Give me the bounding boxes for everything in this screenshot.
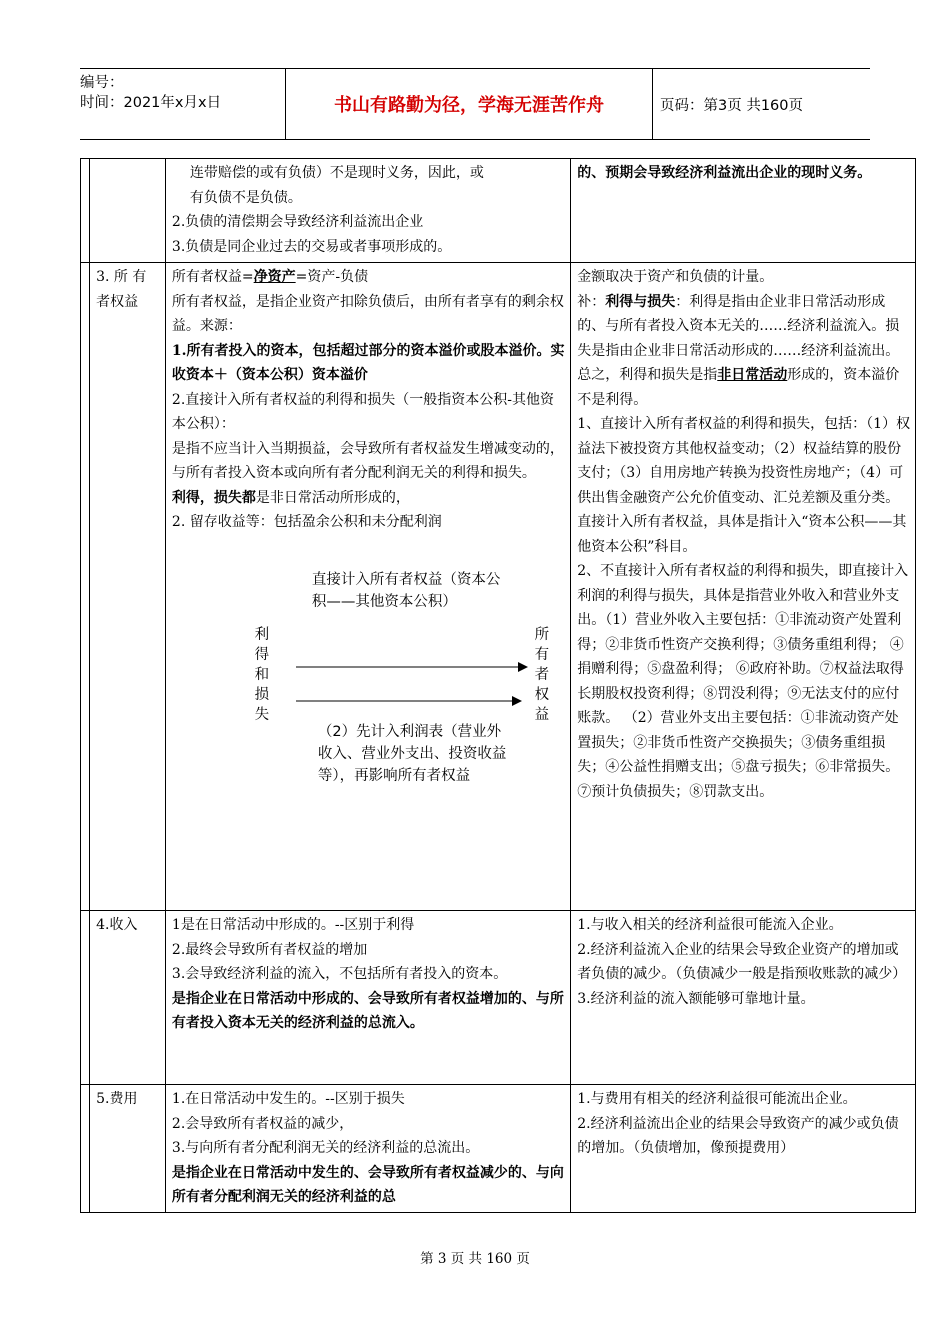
diagram-box-income: （2）先计入利润表（营业外收入、营业外支出、投资收益等），再影响所有者权益 [317, 723, 507, 784]
row-label: 5.费用 [90, 1085, 166, 1213]
text-para: 金额取决于资产和负债的计量。 [577, 269, 774, 285]
text-para: 是指不应当计入当期损益，会导致所有者权益发生增减变动的，与所有者投入资本或向所有者分配利润无关的利得和损失。 [171, 440, 564, 481]
row-label: 4.收入 [90, 911, 166, 1085]
table-row [81, 159, 916, 263]
code-label: 编号： [80, 75, 124, 91]
row1-mid-cell [165, 263, 570, 911]
text-line: 3.负债是同企业过去的交易或者事项形成的。 [171, 238, 452, 255]
text-para: 是指企业在日常活动中发生的、会导致所有者权益减少的、与向所有者分配利润无关的经济利益的总 [171, 1164, 564, 1205]
text-line: 的、预期会导致经济利益流出企业的现时义务。 [577, 165, 872, 181]
page-footer: 第 3 页 共 160 页 [420, 1251, 530, 1267]
row-label: 3. 所 有 者权益 [90, 263, 166, 911]
text-para: 补：利得与损失：利得是指由企业非日常活动形成的、与所有者投入资本无关的……经济利益流入。损失是指由企业非日常活动形成的……经济利益流出。总之，利得和损失是指非日常活动形成的，资本溢价不是利得。 [577, 293, 900, 408]
text-line: 3.经济利益的流入额能够可靠地计量。 [577, 990, 815, 1007]
table-row [81, 263, 916, 911]
text-para: 2.直接计入所有者权益的利得和损失（一般指资本公积-其他资本公积）： [171, 391, 554, 432]
page-header [80, 68, 870, 140]
diagram-left-label: 利得和损失 [254, 626, 270, 723]
equation-line: 所有者权益=净资产=资产-负债 [171, 269, 369, 285]
diagram-arrows [172, 541, 552, 841]
text-line: 3.与向所有者分配利润无关的经济利益的总流出。 [171, 1140, 480, 1156]
row0-mid-cell [165, 159, 570, 263]
diagram-box-direct: 直接计入所有者权益（资本公积——其他资本公积） [311, 571, 501, 610]
row2-mid-cell [165, 911, 570, 1085]
row1-right-cell [571, 263, 916, 911]
text-line: 2.会导致所有者权益的减少， [171, 1115, 354, 1132]
text-para: 2. 留存收益等：包括盈余公积和未分配利润 [171, 514, 442, 530]
text-line: 2.负债的清偿期会导致经济利益流出企业 [171, 214, 424, 230]
row0-right-cell [571, 159, 916, 263]
table-row [81, 911, 916, 1085]
text-para: 1、直接计入所有者权益的利得和损失，包括：（1）权益法下被投资方其他权益变动；（2）权益结算的股份支付；（3）自用房地产转换为投资性房地产；（4）可供出售金融资产公允价值变动、汇兑差额及重分类。直接计入所有者权益，具体是指计入“资本公积——其他资本公积”科目。 [577, 416, 911, 555]
row2-right-cell [571, 911, 916, 1085]
text-para: 2、不直接计入所有者权益的利得和损失，即直接计入利润的利得与损失，具体是指营业外收入和营业外支出。（1）营业外收入主要包括：①非流动资产处置利得；②非货币性资产交换利得；③债务重组利得； ④捐赠利得；⑤盘盈利得； ⑥政府补助。⑦权益法取得长期股权投资利得；⑧罚没利得；⑨无法支付的应付账款。 （2）营业外支出主要包括：①非流动资产处置损失；②非货币性资产交换损失；③债务重组损失；④公益性捐赠支出；⑤盘亏损失；⑥非常损失。⑦预计负债损失；⑧罚款支出。 [577, 563, 909, 800]
text-para: 是指企业在日常活动中形成的、会导致所有者权益增加的、与所有者投入资本无关的经济利益的总流入。 [171, 990, 564, 1031]
header-page-label: 页码：第3页 共160页 [660, 97, 804, 114]
row3-mid-cell [165, 1085, 570, 1213]
flow-diagram [172, 541, 566, 841]
table-row [81, 1085, 916, 1213]
diagram-right-label: 所有者权益 [534, 626, 550, 723]
text-line: 1.与费用有相关的经济利益很可能流出企业。 [577, 1091, 857, 1107]
text-line: 2.最终会导致所有者权益的增加 [171, 941, 368, 958]
text-line: 1是在日常活动中形成的。--区别于利得 [171, 917, 415, 933]
text-line: 2.经济利益流出企业的结果会导致资产的减少或负债的增加。（负债增加，像预提费用） [577, 1115, 899, 1156]
text-line: 1.在日常活动中发生的。--区别于损失 [171, 1091, 405, 1107]
row3-right-cell [571, 1085, 916, 1213]
header-motto: 书山有路勤为径，学海无涯苦作舟 [285, 69, 653, 139]
text-line: 连带赔偿的或有负债）不是现时义务，因此，或 [189, 165, 484, 181]
text-line: 2.经济利益流入企业的结果会导致企业资产的增加或者负债的减少。（负债减少一般是指预收账款的减少） [577, 941, 907, 982]
text-para: 1.所有者投入的资本，包括超过部分的资本溢价或股本溢价。实收资本＋（资本公积）资本溢价 [171, 342, 565, 383]
text-para: 所有者权益，是指企业资产扣除负债后，由所有者享有的剩余权益。来源： [171, 293, 564, 334]
content-table [80, 158, 916, 1213]
text-para: 利得，损失都是非日常活动所形成的， [171, 489, 410, 506]
header-meta [80, 69, 285, 143]
text-line: 1.与收入相关的经济利益很可能流入企业。 [577, 917, 843, 933]
time-label: 时间：2021年x月x日 [80, 95, 222, 111]
text-line: 3.会导致经济利益的流入，不包括所有者投入的资本。 [171, 966, 508, 982]
text-line: 有负债不是负债。 [189, 189, 302, 206]
